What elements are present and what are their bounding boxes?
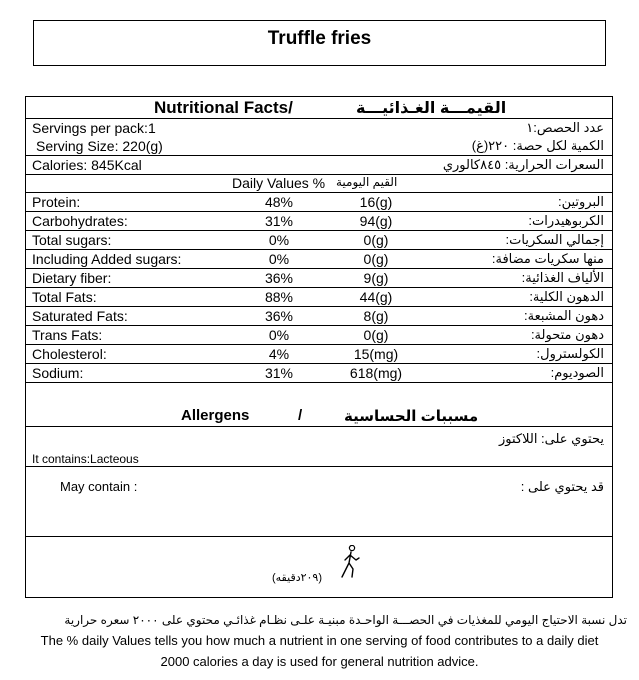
calories-en: Calories: 845Kcal — [32, 157, 142, 173]
servings-per-pack-row — [26, 119, 612, 138]
nutrient-name-en: Saturated Fats: — [32, 308, 128, 324]
nutrient-amount: 15(mg) — [353, 346, 399, 362]
nutrient-name-en: Dietary fiber: — [32, 270, 112, 286]
activity-block — [26, 537, 612, 597]
nutrient-daily-value: 4% — [268, 346, 290, 362]
daily-values-row — [26, 174, 612, 193]
allergens-header — [26, 405, 612, 427]
nutrient-amount: 8(g) — [363, 308, 389, 324]
may-contain-en: May contain : — [60, 479, 138, 494]
nutrient-amount: 94(g) — [359, 213, 393, 229]
footer-en-line2: 2000 calories a day is used for general nutrition advice. — [160, 654, 479, 669]
nutrient-name-en: Carbohydrates: — [32, 213, 128, 229]
nutrient-name-ar: دهون المشبعة: — [524, 308, 604, 323]
nutrient-name-ar: الكربوهيدرات: — [528, 213, 604, 228]
product-title: Truffle fries — [267, 28, 372, 49]
nutrient-amount: 44(g) — [359, 289, 393, 305]
contains-block — [26, 427, 612, 467]
nutrient-amount: 618(mg) — [349, 365, 403, 381]
nutrient-row — [26, 269, 612, 288]
allergens-slash: / — [298, 407, 303, 424]
nutrient-name-en: Total sugars: — [32, 232, 112, 248]
nutrient-daily-value: 48% — [264, 194, 294, 210]
walking-person-icon — [338, 545, 364, 579]
serving-size-en: Serving Size: 220(g) — [36, 138, 163, 154]
serving-size-ar: الكمية لكل حصة: ٢٢٠(غ) — [471, 138, 604, 153]
nutrient-amount: 0(g) — [363, 232, 389, 248]
nutrient-row — [26, 345, 612, 364]
nutrient-daily-value: 0% — [268, 327, 290, 343]
serving-size-row — [26, 137, 612, 156]
header-ar: القيمـــة الغـذائيـــة — [356, 100, 507, 117]
nutrient-amount: 0(g) — [363, 327, 389, 343]
nutrient-row — [26, 326, 612, 345]
nutrient-daily-value: 31% — [264, 213, 294, 229]
nutrient-daily-value: 88% — [264, 289, 294, 305]
allergens-ar: مسببات الحساسية — [344, 408, 479, 425]
nutrient-row — [26, 364, 612, 383]
nutrient-name-en: Trans Fats: — [32, 327, 103, 343]
footer-ar: تدل نسبة الاحتياج اليومي للمغذيات في الحصـــة الواحـدة مبنيـة علـى نظـام غذائـي محتوي على ٢٠٠٠ سعره حرارية — [64, 613, 627, 627]
nutrient-row — [26, 250, 612, 269]
nutrient-row — [26, 212, 612, 231]
nutrient-row — [26, 193, 612, 212]
nutrient-row — [26, 231, 612, 250]
nutrient-name-ar: الكولسترول: — [536, 346, 604, 361]
nutrient-name-en: Cholesterol: — [32, 346, 107, 362]
nutrient-name-ar: منها سكريات مضافة: — [491, 251, 604, 266]
nutrient-row — [26, 307, 612, 326]
nutrient-name-en: Total Fats: — [32, 289, 97, 305]
nutrient-daily-value: 0% — [268, 251, 290, 267]
nutrient-name-ar: الصوديوم: — [550, 365, 604, 380]
nutrient-name-en: Including Added sugars: — [32, 251, 182, 267]
nutrient-name-ar: دهون متحولة: — [530, 327, 604, 342]
footer-en-line1: The % daily Values tells you how much a nutrient in one serving of food contributes to a daily diet — [40, 633, 599, 648]
nutrient-amount: 9(g) — [363, 270, 389, 286]
nutrient-amount: 16(g) — [359, 194, 393, 210]
nutrition-panel — [25, 96, 613, 598]
nutrient-amount: 0(g) — [363, 251, 389, 267]
nutrient-name-en: Protein: — [32, 194, 81, 210]
nutrient-name-ar: البروتين: — [558, 194, 604, 209]
nutrition-header — [26, 97, 612, 119]
daily-values-ar: القيم اليومية — [336, 175, 398, 189]
calories-row — [26, 156, 612, 175]
allergens-en: Allergens — [181, 407, 250, 424]
servings-per-pack-ar: عدد الحصص:١ — [526, 120, 604, 135]
product-title-box — [33, 20, 606, 66]
nutrient-row — [26, 288, 612, 307]
nutrient-daily-value: 31% — [264, 365, 294, 381]
header-en: Nutritional Facts/ — [154, 98, 293, 117]
nutrient-daily-value: 36% — [264, 270, 294, 286]
nutrient-name-en: Sodium: — [32, 365, 84, 381]
calories-ar: السعرات الحرارية: ٨٤٥كالوري — [442, 157, 604, 172]
nutrient-name-ar: الألياف الغذائية: — [521, 270, 604, 285]
contains-en: It contains:Lacteous — [32, 452, 139, 466]
may-contain-block — [26, 467, 612, 537]
servings-per-pack-en: Servings per pack:1 — [32, 120, 156, 136]
nutrient-daily-value: 36% — [264, 308, 294, 324]
may-contain-ar: قد يحتوي على : — [520, 479, 604, 494]
contains-ar: يحتوي على: اللاكتوز — [499, 431, 604, 446]
nutrient-daily-value: 0% — [268, 232, 290, 248]
activity-minutes: (٢٠٩دقيقه) — [272, 572, 323, 584]
nutrient-name-ar: الدهون الكلية: — [529, 289, 604, 304]
daily-values-en: Daily Values % — [232, 175, 326, 191]
nutrient-name-ar: إجمالي السكريات: — [505, 232, 604, 247]
